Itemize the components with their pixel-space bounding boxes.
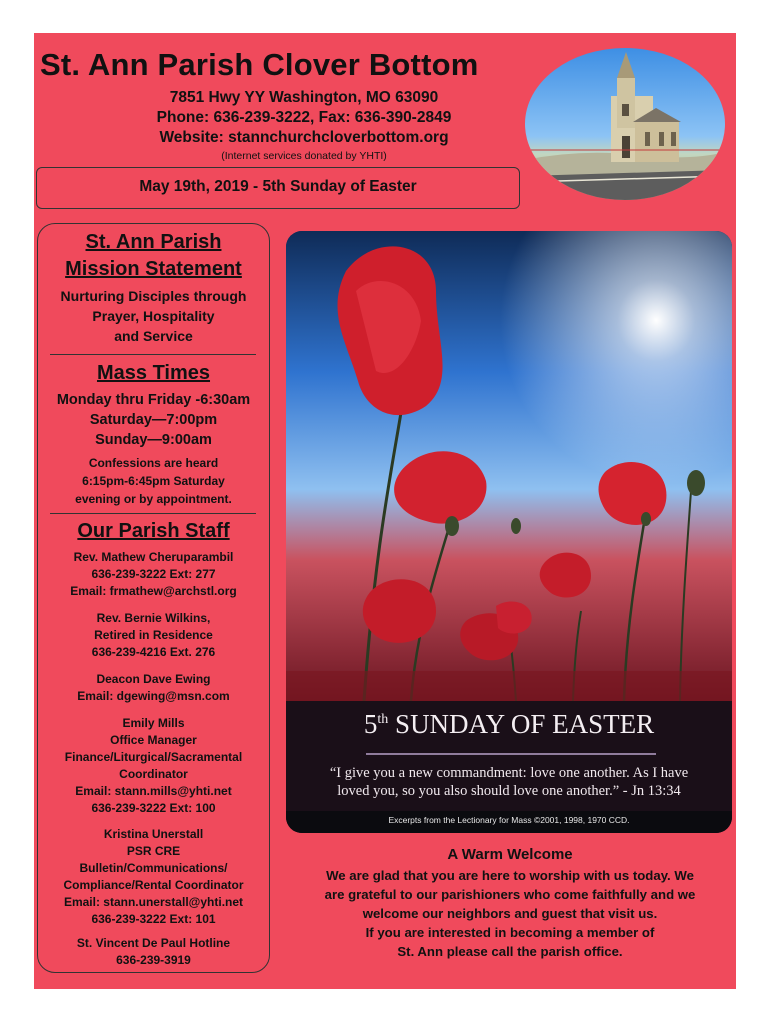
mission-line-2: Prayer, Hospitality <box>92 308 215 324</box>
welcome-heading: A Warm Welcome <box>447 846 573 863</box>
staff-4-email: Email: stann.mills@yhti.net <box>75 784 232 798</box>
staff-5-phone: 636-239-3222 Ext: 101 <box>91 912 216 926</box>
poster-title-suffix: th <box>377 712 389 727</box>
staff-3-email: Email: dgewing@msn.com <box>77 689 230 703</box>
staff-4-role-3: Coordinator <box>119 767 188 781</box>
parish-title: St. Ann Parish Clover Bottom <box>40 47 479 82</box>
divider <box>50 513 256 514</box>
welcome-line-4: If you are interested in becoming a member of <box>365 925 655 940</box>
poppy-illustration <box>286 231 732 833</box>
divider <box>50 354 256 355</box>
mass-saturday: Saturday—7:00pm <box>89 412 218 428</box>
mass-sunday: Sunday—9:00am <box>95 432 212 448</box>
bulletin-page <box>34 33 736 989</box>
welcome-line-1: We are glad that you are here to worship with us today. We <box>326 868 694 883</box>
mission-line-1: Nurturing Disciples through <box>60 288 247 304</box>
parish-website: Website: stannchurchcloverbottom.org <box>159 129 449 146</box>
confession-line-2: 6:15pm-6:45pm Saturday <box>82 474 225 488</box>
date-line: May 19th, 2019 - 5th Sunday of Easter <box>139 178 417 195</box>
staff-5-name: Kristina Unerstall <box>103 827 204 841</box>
mass-weekday: Monday thru Friday -6:30am <box>56 392 251 408</box>
poster-credit: Excerpts from the Lectionary for Mass ©2001, 1998, 1970 CCD. <box>388 815 630 825</box>
welcome-line-3: welcome our neighbors and guest that visit us. <box>362 906 658 921</box>
mission-heading-1: St. Ann Parish <box>85 231 222 253</box>
mission-line-3: and Service <box>114 328 193 344</box>
svdp-name: St. Vincent De Paul Hotline <box>76 936 231 950</box>
staff-1-name: Rev. Mathew Cheruparambil <box>73 550 234 564</box>
staff-5-role-2: Bulletin/Communications/ <box>79 861 228 875</box>
poster-quote-line-2: loved you, so you also should love one another.” - Jn 13:34 <box>337 783 681 799</box>
church-illustration <box>525 48 725 200</box>
staff-4-role-1: Office Manager <box>110 733 197 747</box>
sidebar-panel <box>37 223 270 973</box>
church-photo <box>525 48 725 200</box>
mission-heading-2: Mission Statement <box>65 258 242 280</box>
staff-5-email: Email: stann.unerstall@yhti.net <box>63 895 244 909</box>
poster-quote-line-1: “I give you a new commandment: love one another. As I have <box>329 765 689 781</box>
staff-4-phone: 636-239-3222 Ext: 100 <box>91 801 216 815</box>
staff-5-role-1: PSR CRE <box>126 844 181 858</box>
poster-title-text: SUNDAY OF EASTER <box>395 709 655 739</box>
staff-2-phone: 636-239-4216 Ext. 276 <box>91 645 216 659</box>
easter-poster <box>286 231 732 833</box>
parish-address: 7851 Hwy YY Washington, MO 63090 <box>169 89 439 106</box>
parish-phone: Phone: 636-239-3222, Fax: 636-390-2849 <box>156 109 452 126</box>
staff-3-name: Deacon Dave Ewing <box>96 672 211 686</box>
staff-4-role-2: Finance/Liturgical/Sacramental <box>64 750 243 764</box>
welcome-line-2: are grateful to our parishioners who come faithfully and we <box>324 887 696 902</box>
poster-title <box>286 709 732 740</box>
poster-title-number: 5 <box>363 709 378 739</box>
staff-2-name: Rev. Bernie Wilkins, <box>96 611 211 625</box>
confession-line-3: evening or by appointment. <box>75 492 232 506</box>
staff-4-name: Emily Mills <box>122 716 185 730</box>
svdp-phone: 636-239-3919 <box>116 953 191 967</box>
staff-5-role-3: Compliance/Rental Coordinator <box>63 878 244 892</box>
mass-heading: Mass Times <box>96 362 211 384</box>
staff-2-role: Retired in Residence <box>94 628 213 642</box>
confession-line-1: Confessions are heard <box>88 456 219 470</box>
internet-note: (Internet services donated by YHTI) <box>221 150 387 162</box>
date-banner <box>36 167 520 209</box>
staff-heading: Our Parish Staff <box>77 520 230 542</box>
staff-1-email: Email: frmathew@archstl.org <box>70 584 237 598</box>
welcome-line-5: St. Ann please call the parish office. <box>397 944 623 959</box>
staff-1-phone: 636-239-3222 Ext: 277 <box>91 567 216 581</box>
welcome-section <box>282 846 738 961</box>
